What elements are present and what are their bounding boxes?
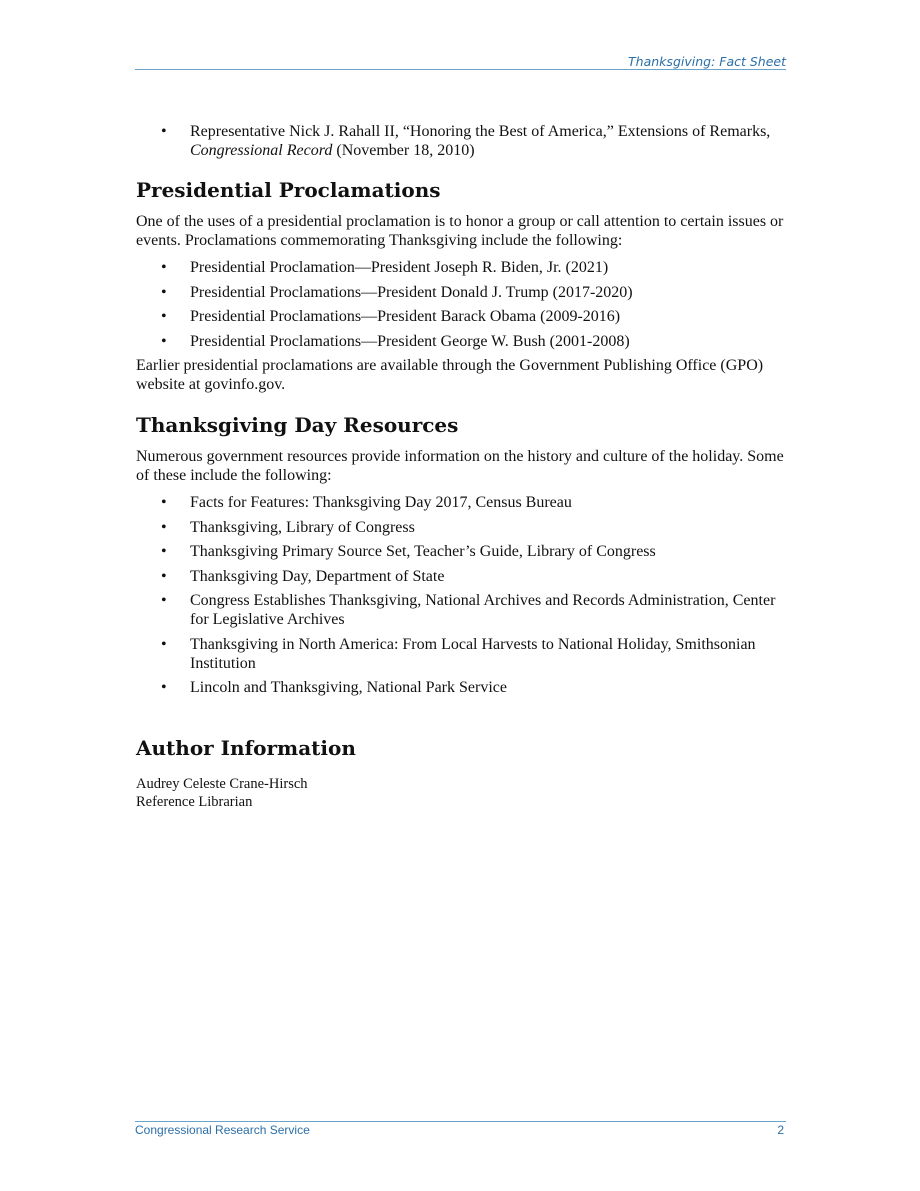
- bullet-icon: •: [161, 635, 167, 653]
- author-block: [136, 775, 786, 811]
- record-citation-text: Representative Nick J. Rahall II, “Honoring the Best of America,” Extensions of Remarks,: [190, 123, 771, 140]
- list-item: [136, 635, 786, 673]
- proclamation-link[interactable]: Presidential Proclamations—President Barack Obama (2009-2016): [190, 308, 621, 325]
- list-item: [136, 283, 786, 302]
- bullet-icon: •: [161, 259, 167, 276]
- proclamation-link[interactable]: Presidential Proclamations—President George W. Bush (2001-2008): [190, 332, 630, 350]
- bullet-icon: •: [161, 494, 167, 511]
- author-title: Reference Librarian: [136, 794, 253, 810]
- list-item: [136, 258, 786, 277]
- header-rule: [135, 69, 786, 70]
- list-item: [136, 307, 786, 326]
- page-number: 2: [777, 1123, 784, 1137]
- intro-list: [136, 122, 786, 160]
- bullet-icon: •: [161, 123, 167, 140]
- list-item: [136, 542, 786, 561]
- list-item: [136, 518, 786, 537]
- resource-link[interactable]: Lincoln and Thanksgiving, National Park Service: [190, 679, 507, 696]
- page-content: [136, 122, 786, 811]
- resource-link[interactable]: Thanksgiving in North America: From Local Harvests to National Holiday, Smithsonian Institution: [190, 635, 756, 672]
- bullet-icon: •: [161, 543, 167, 560]
- bullet-icon: •: [161, 332, 167, 350]
- footer-organization: Congressional Research Service: [135, 1123, 310, 1137]
- bullet-icon: •: [161, 283, 167, 301]
- bullet-icon: •: [161, 592, 167, 609]
- footer: [135, 1123, 786, 1137]
- resource-link[interactable]: Thanksgiving, Library of Congress: [190, 518, 415, 536]
- resource-link[interactable]: Facts for Features: Thanksgiving Day 2017, Census Bureau: [190, 494, 572, 511]
- author-name: Audrey Celeste Crane-Hirsch: [136, 776, 308, 792]
- list-item: [136, 332, 786, 351]
- proclamation-link[interactable]: Presidential Proclamation—President Joseph R. Biden, Jr. (2021): [190, 259, 609, 276]
- footer-rule: [135, 1121, 786, 1122]
- resource-link[interactable]: Congress Establishes Thanksgiving, National Archives and Records Administration, Center for Legislative Archives: [190, 592, 776, 628]
- bullet-icon: •: [161, 518, 167, 536]
- bullet-icon: •: [161, 567, 167, 585]
- resources-intro: Numerous government resources provide information on the history and culture of the holiday. Some of these include the following:: [136, 448, 784, 484]
- list-item: [136, 678, 786, 697]
- list-item: [136, 493, 786, 512]
- resource-link[interactable]: Thanksgiving Primary Source Set, Teacher’s Guide, Library of Congress: [190, 543, 656, 560]
- bullet-icon: •: [161, 308, 167, 325]
- proclamations-list: [136, 258, 786, 351]
- list-item: [136, 591, 786, 629]
- list-item: [136, 122, 786, 160]
- author-heading: Author Information: [136, 736, 356, 760]
- list-item: [136, 567, 786, 586]
- record-citation-date: (November 18, 2010): [332, 142, 475, 159]
- running-title: Thanksgiving: Fact Sheet: [628, 54, 786, 69]
- resources-heading: Thanksgiving Day Resources: [136, 413, 459, 437]
- resources-list: [136, 493, 786, 697]
- proclamations-closing: Earlier presidential proclamations are available through the Government Publishing Office (GPO) website at govinfo.gov.: [136, 357, 764, 393]
- proclamation-link[interactable]: Presidential Proclamations—President Donald J. Trump (2017-2020): [190, 283, 633, 301]
- proclamations-intro: One of the uses of a presidential proclamation is to honor a group or call attention to certain issues or events. Proclamations commemorating Thanksgiving include the following:: [136, 213, 784, 249]
- resource-link[interactable]: Thanksgiving Day, Department of State: [190, 567, 445, 585]
- bullet-icon: •: [161, 679, 167, 696]
- proclamations-heading: Presidential Proclamations: [136, 178, 441, 202]
- record-citation-italic: Congressional Record: [190, 142, 333, 159]
